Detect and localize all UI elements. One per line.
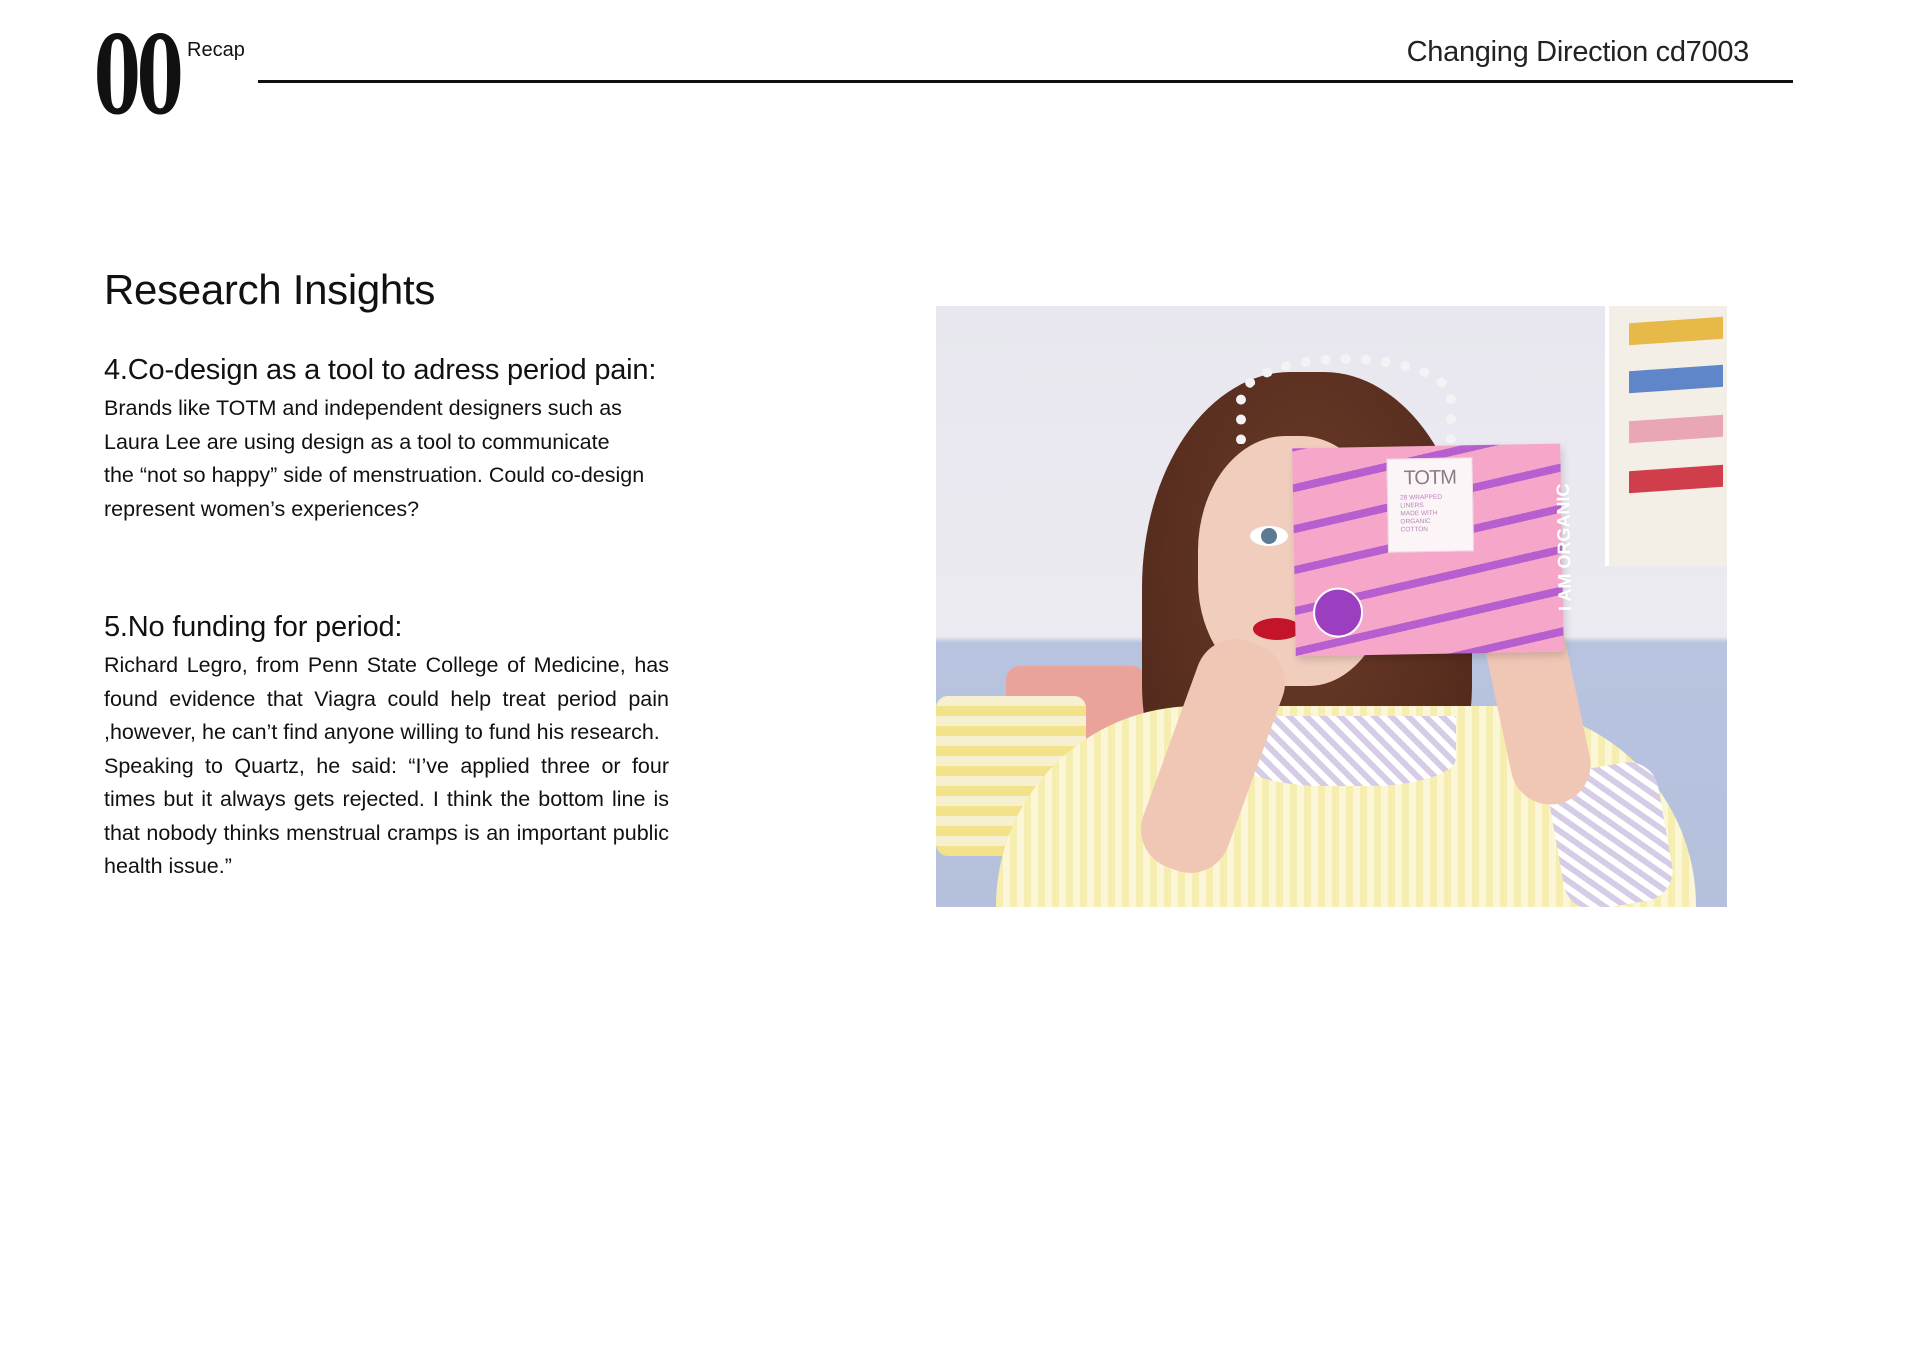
insight-5-paragraph-1: Richard Legro, from Penn State College of Medicine, has found evidence that Viagra could help treat period pain ,however, he can’t find anyone willing to fund his research. xyxy=(104,653,669,744)
wall-art-stripe xyxy=(1629,365,1723,394)
insight-block-4 xyxy=(104,354,669,526)
wall-art-stripe xyxy=(1629,415,1723,444)
box-side-text: I AM ORGANIC xyxy=(1552,483,1576,612)
box-label xyxy=(1386,457,1474,552)
wall-art-stripe xyxy=(1629,317,1723,346)
insight-4-line: Laura Lee are using design as a tool to communicate xyxy=(104,429,610,454)
totm-product-photo xyxy=(936,306,1727,907)
wall-art-stripe xyxy=(1629,465,1723,494)
insight-4-line: the “not so happy” side of menstruation. Could co-design xyxy=(104,463,645,487)
insight-block-5 xyxy=(104,611,669,884)
page-heading: Research Insights xyxy=(104,266,436,313)
insight-4-title: 4.Co-design as a tool to adress period pain: xyxy=(104,354,657,386)
model-eye xyxy=(1250,526,1288,546)
insight-4-line: Brands like TOTM and independent designers such as xyxy=(104,396,622,420)
header-divider xyxy=(258,80,1793,83)
insight-4-line: represent women’s experiences? xyxy=(104,496,420,521)
insight-5-paragraph-2: Speaking to Quartz, he said: “I’ve applied three or four times but it always gets rejected. I think the bottom line is that nobody thinks menstrual cramps is an important public health issue.” xyxy=(104,753,669,878)
section-label: Recap xyxy=(187,39,245,61)
model-lips xyxy=(1253,618,1301,640)
wall-art xyxy=(1605,306,1727,566)
organic-seal-icon xyxy=(1313,587,1364,638)
box-brand: TOTM xyxy=(1403,466,1457,490)
header-title: Changing Direction cd7003 xyxy=(1406,36,1749,68)
box-small-text: 28 WRAPPED LINERS MADE WITH ORGANIC COTTON xyxy=(1400,493,1443,534)
totm-box xyxy=(1292,444,1576,657)
insight-4-body xyxy=(104,392,669,526)
insight-5-title: 5.No funding for period: xyxy=(104,611,403,643)
page-number: 00 xyxy=(94,13,180,139)
pearl-headband xyxy=(1236,354,1456,444)
